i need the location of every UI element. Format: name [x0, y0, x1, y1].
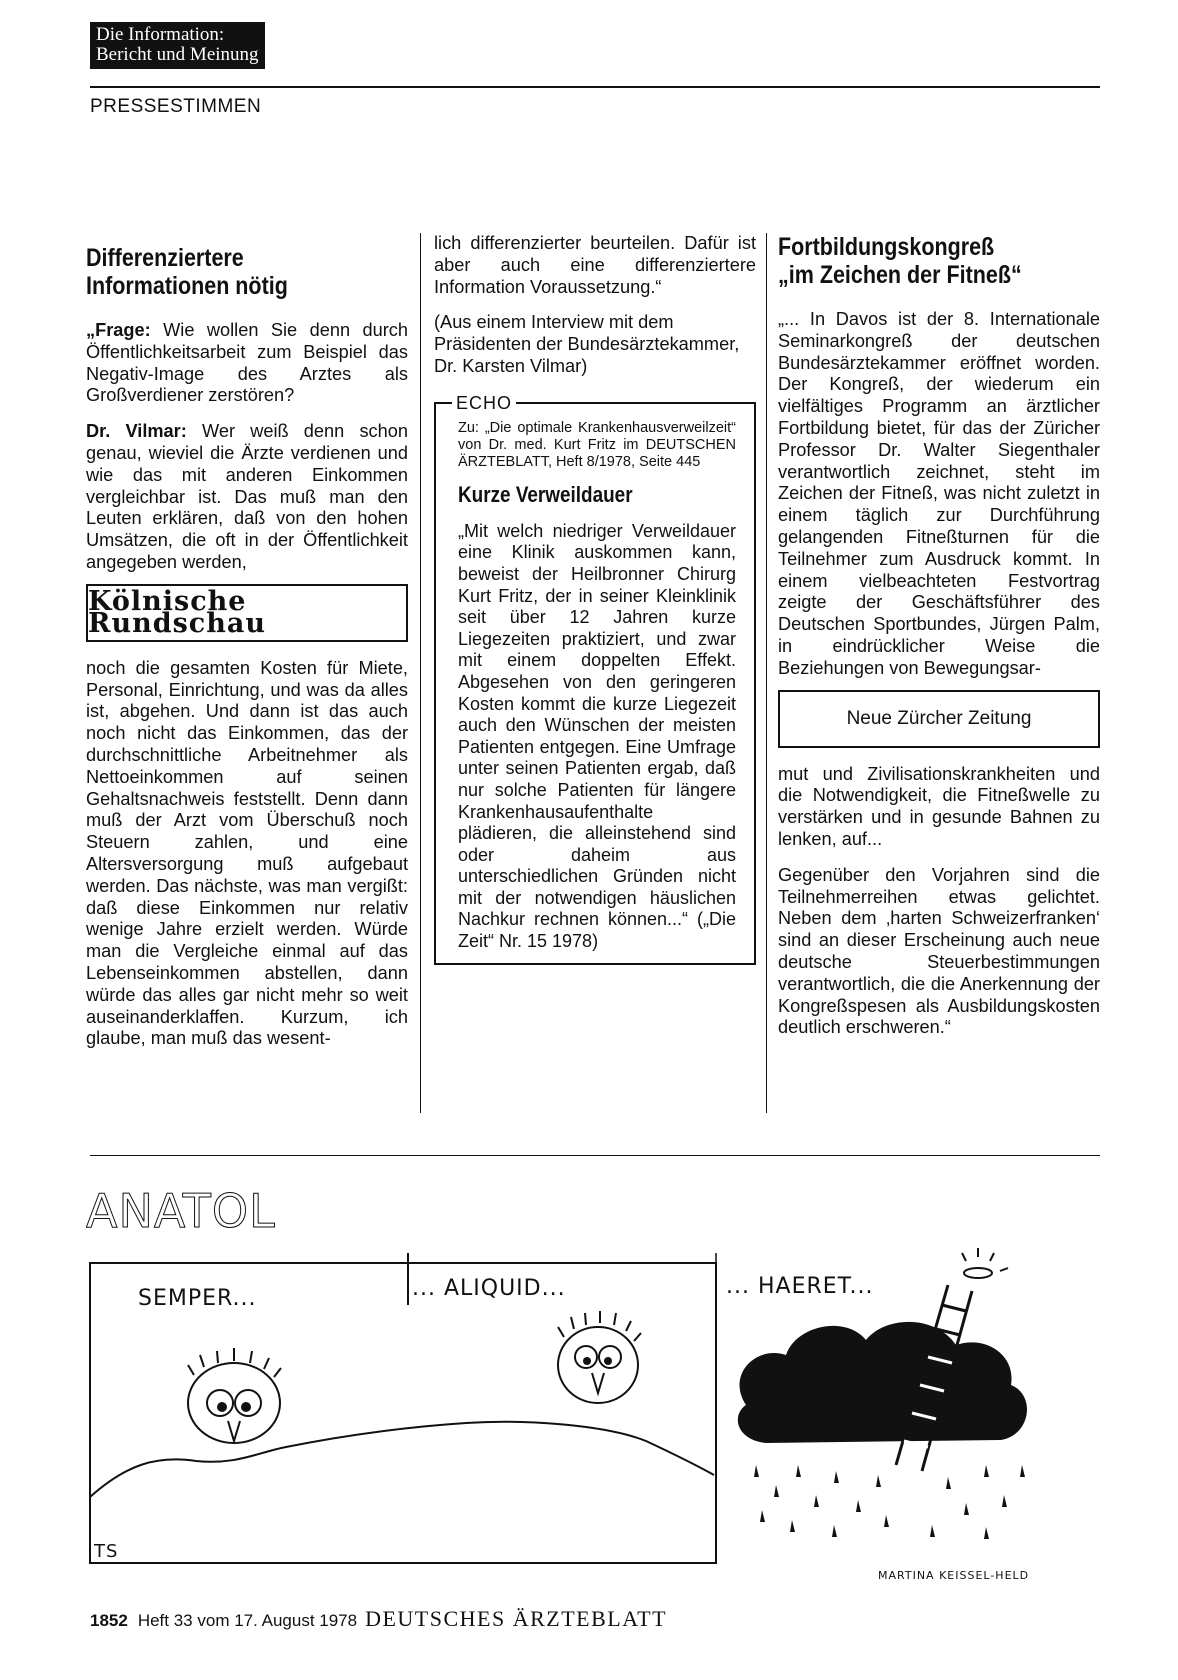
- question-paragraph: „Frage: Wie wollen Sie denn durch Öffentlichkeitsarbeit zum Beispiel das Negativ-Image des Arztes als Großverdiener zerstören?: [86, 320, 408, 406]
- halo-icon: [962, 1248, 1008, 1278]
- signature-right: MARTINA KEISSEL-HELD: [878, 1569, 1030, 1582]
- answer-paragraph-continued: noch die gesamten Kosten für Miete, Personal, Einrichtung, und was da alles ist, abgehen. Und dann ist das auch noch nicht das Einkommen, das der durchschnittliche Arbeitnehmer als Nettoeinkommen auf seinen Gehaltsnachweis feststellt. Denn dann muß der Arzt vom Überschuß noch Steuern zahlen, und eine Altersversorgung muß aufgebaut werden. Das nächste, was man vergißt: daß diese Einkommen nur relativ wenige Jahre erzielt werden. Würde man die Vergleiche einmal auf das Lebenseinkommen abstellen, dann würde das alles gar nicht mehr so weit auseinanderklaffen. Kurzum, ich glaube, man muß das wesent-: [86, 657, 408, 1049]
- section-tag-line2: Bericht und Meinung: [96, 44, 259, 65]
- bird-icon: [558, 1311, 641, 1403]
- raindrops-icon: [754, 1465, 1025, 1539]
- interview-attribution: (Aus einem Interview mit dem Präsidenten der Bundesärztekammer, Dr. Karsten Vilmar): [434, 312, 740, 376]
- source-masthead-koelnische: [86, 584, 408, 642]
- article-paragraph-continued: mut und Zivilisationskrankheiten und die Notwendigkeit, die Fitneßwelle zu verstärken und in gesunde Bahnen zu lenken, auf...: [778, 763, 1100, 849]
- cartoon-title: ANATOL: [86, 1184, 276, 1238]
- article-paragraph: „... In Davos ist der 8. Internationale Seminarkongreß der deutschen Bundesärztekammer eröffnet worden. Der Kongreß, der wiederum ein vielfältiges Programm an ärztlicher Fortbildung bietet, für das der Züricher Professor Dr. Walter Siegenthaler verantwortlich zeichnet, steht im Zeichen der Fitneß, was nicht zuletzt in einem täglich zur Durchführung gelangenden Fitneßturnen für die Teilnehmer zum Ausdruck kommt. In einem vielbeachteten Festvortrag zeigte der Geschäftsführer des Deutschen Sportbundes, Jürgen Palm, in eindrücklicher Weise die Beziehungen von Bewegungsar-: [778, 309, 1100, 678]
- storm-cloud-icon: [738, 1322, 1027, 1443]
- article-headline: Differenziertere Informationen nötig: [86, 244, 288, 300]
- page-number: 1852: [90, 1611, 128, 1630]
- column-middle: [434, 233, 756, 965]
- page-footer: [90, 1606, 667, 1632]
- article-fortbildung: [778, 233, 1100, 1053]
- signature-left: TS: [94, 1541, 119, 1562]
- column-divider-1: [420, 233, 421, 1113]
- source-name: Neue Zürcher Zeitung: [846, 707, 1032, 729]
- echo-label: ECHO: [452, 393, 516, 415]
- panel3-caption: ... HAERET...: [726, 1274, 874, 1299]
- panel1-caption: SEMPER...: [138, 1286, 257, 1311]
- section-tag: [90, 22, 265, 69]
- echo-box: [434, 392, 756, 965]
- interview-continuation: lich differenzierter beurteilen. Dafür ist aber auch eine differenziertere Information Voraussetzung.“: [434, 233, 756, 297]
- source-masthead-nzz: [778, 690, 1100, 748]
- bird-icon: [188, 1348, 281, 1443]
- cartoon-rule: [90, 1155, 1100, 1156]
- answer-paragraph: Dr. Vilmar: Wer weiß denn schon genau, wieviel die Ärzte verdienen und wie das mit anderen Einkommen vergleichbar ist. Das muß man den Leuten erklären, daß von den hohen Umsätzen, die oft in der Öffentlichkeit angegeben werden,: [86, 421, 408, 572]
- magazine-name: DEUTSCHES ÄRZTEBLATT: [365, 1606, 668, 1631]
- article-paragraph-final: Gegenüber den Vorjahren sind die Teilnehmerreihen etwas gelichtet. Neben dem ‚harten Schweizerfranken‘ sind an dieser Erscheinung auch neue deutsche Steuerbestimmungen verantwortlich, die die Anerkennung der Kongreßspesen als Ausbildungskosten deutlich erschweren.“: [778, 864, 1100, 1038]
- article-interview: [86, 244, 408, 1064]
- panel2-caption: ... ALIQUID...: [412, 1276, 566, 1301]
- article-headline: Fortbildungskongreß „im Zeichen der Fitneß“: [778, 233, 1022, 289]
- column-divider-2: [766, 233, 767, 1113]
- source-name: Kölnische Rundschau: [88, 585, 266, 639]
- rubric: PRESSESTIMMEN: [90, 96, 262, 117]
- hill-line-icon: [90, 1422, 714, 1497]
- issue-line: Heft 33 vom 17. August 1978: [137, 1611, 358, 1630]
- echo-reference: Zu: „Die optimale Krankenhausverweilzeit“ von Dr. med. Kurt Fritz im DEUTSCHEN ÄRZTEBLATT, Heft 8/1978, Seite 445: [458, 419, 736, 470]
- echo-body: „Mit welch niedriger Verweildauer eine Klinik auskommen kann, beweist der Heilbronner Chirurg Kurt Fritz, der in seiner Kleinklinik seit über 12 Jahren kurze Liegezeiten praktiziert, und zwar mit einem doppelten Effekt. Abgesehen von den geringeren Kosten kommt die kurze Liegezeit auch den Wünschen der meisten Patienten entgegen. Eine Umfrage unter seinen Patienten ergab, daß nur solche Patienten für längere Krankenhausaufenthalte plädieren, die alleinstehend sind oder daheim aus unterschiedlichen Gründen nicht mit der notwendigen häuslichen Nachkur rechnen können...“ („Die Zeit“ Nr. 15 1978): [458, 520, 736, 952]
- top-rule: [90, 86, 1100, 88]
- anatol-cartoon: [86, 1165, 1102, 1585]
- echo-title: Kurze Verweildauer: [458, 481, 633, 507]
- section-tag-line1: Die Information:: [96, 24, 225, 45]
